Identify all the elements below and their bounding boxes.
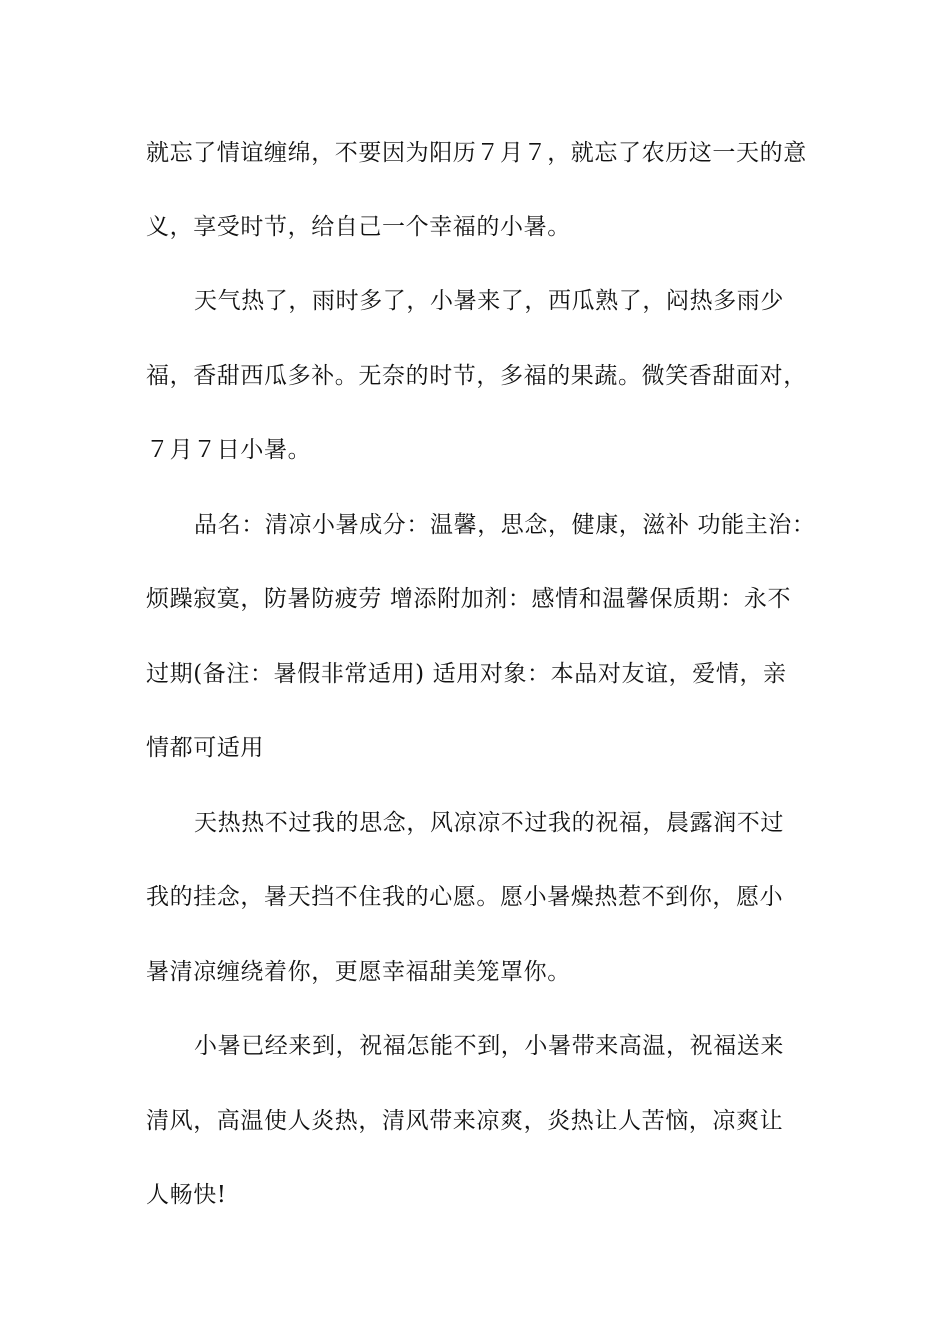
text-line: 情都可适用 [146, 735, 264, 761]
paragraph-first-line: 品名：清凉小暑成分：温馨，思念，健康，滋补 功能主治： [194, 512, 816, 538]
paragraph-first-line: 天气热了，雨时多了，小暑来了，西瓜熟了，闷热多雨少 [194, 288, 784, 314]
text-line: 我的挂念，暑天挡不住我的心愿。愿小暑燥热惹不到你，愿小 [146, 884, 784, 910]
text-line: 烦躁寂寞，防暑防疲劳 增添附加剂：感情和温馨保质期：永不 [146, 586, 792, 612]
text-line: 暑清凉缠绕着你，更愿幸福甜美笼罩你。 [146, 959, 571, 985]
text-line: 人畅快! [146, 1182, 227, 1208]
paragraph-first-line: 小暑已经来到，祝福怎能不到，小暑带来高温，祝福送来 [194, 1033, 784, 1059]
text-line: ７月７日小暑。 [146, 437, 312, 463]
text-line: 福，香甜西瓜多补。无奈的时节，多福的果蔬。微笑香甜面对， [146, 363, 807, 389]
text-line: 就忘了情谊缠绵，不要因为阳历７月７，就忘了农历这一天的意 [146, 140, 807, 166]
text-line: 义，享受时节，给自己一个幸福的小暑。 [146, 214, 571, 240]
text-line: 过期(备注：暑假非常适用) 适用对象：本品对友谊，爱情，亲 [146, 661, 787, 687]
paragraph-first-line: 天热热不过我的思念，风凉凉不过我的祝福，晨露润不过 [194, 810, 784, 836]
text-line: 清风，高温使人炎热，清风带来凉爽，炎热让人苦恼，凉爽让 [146, 1108, 784, 1134]
